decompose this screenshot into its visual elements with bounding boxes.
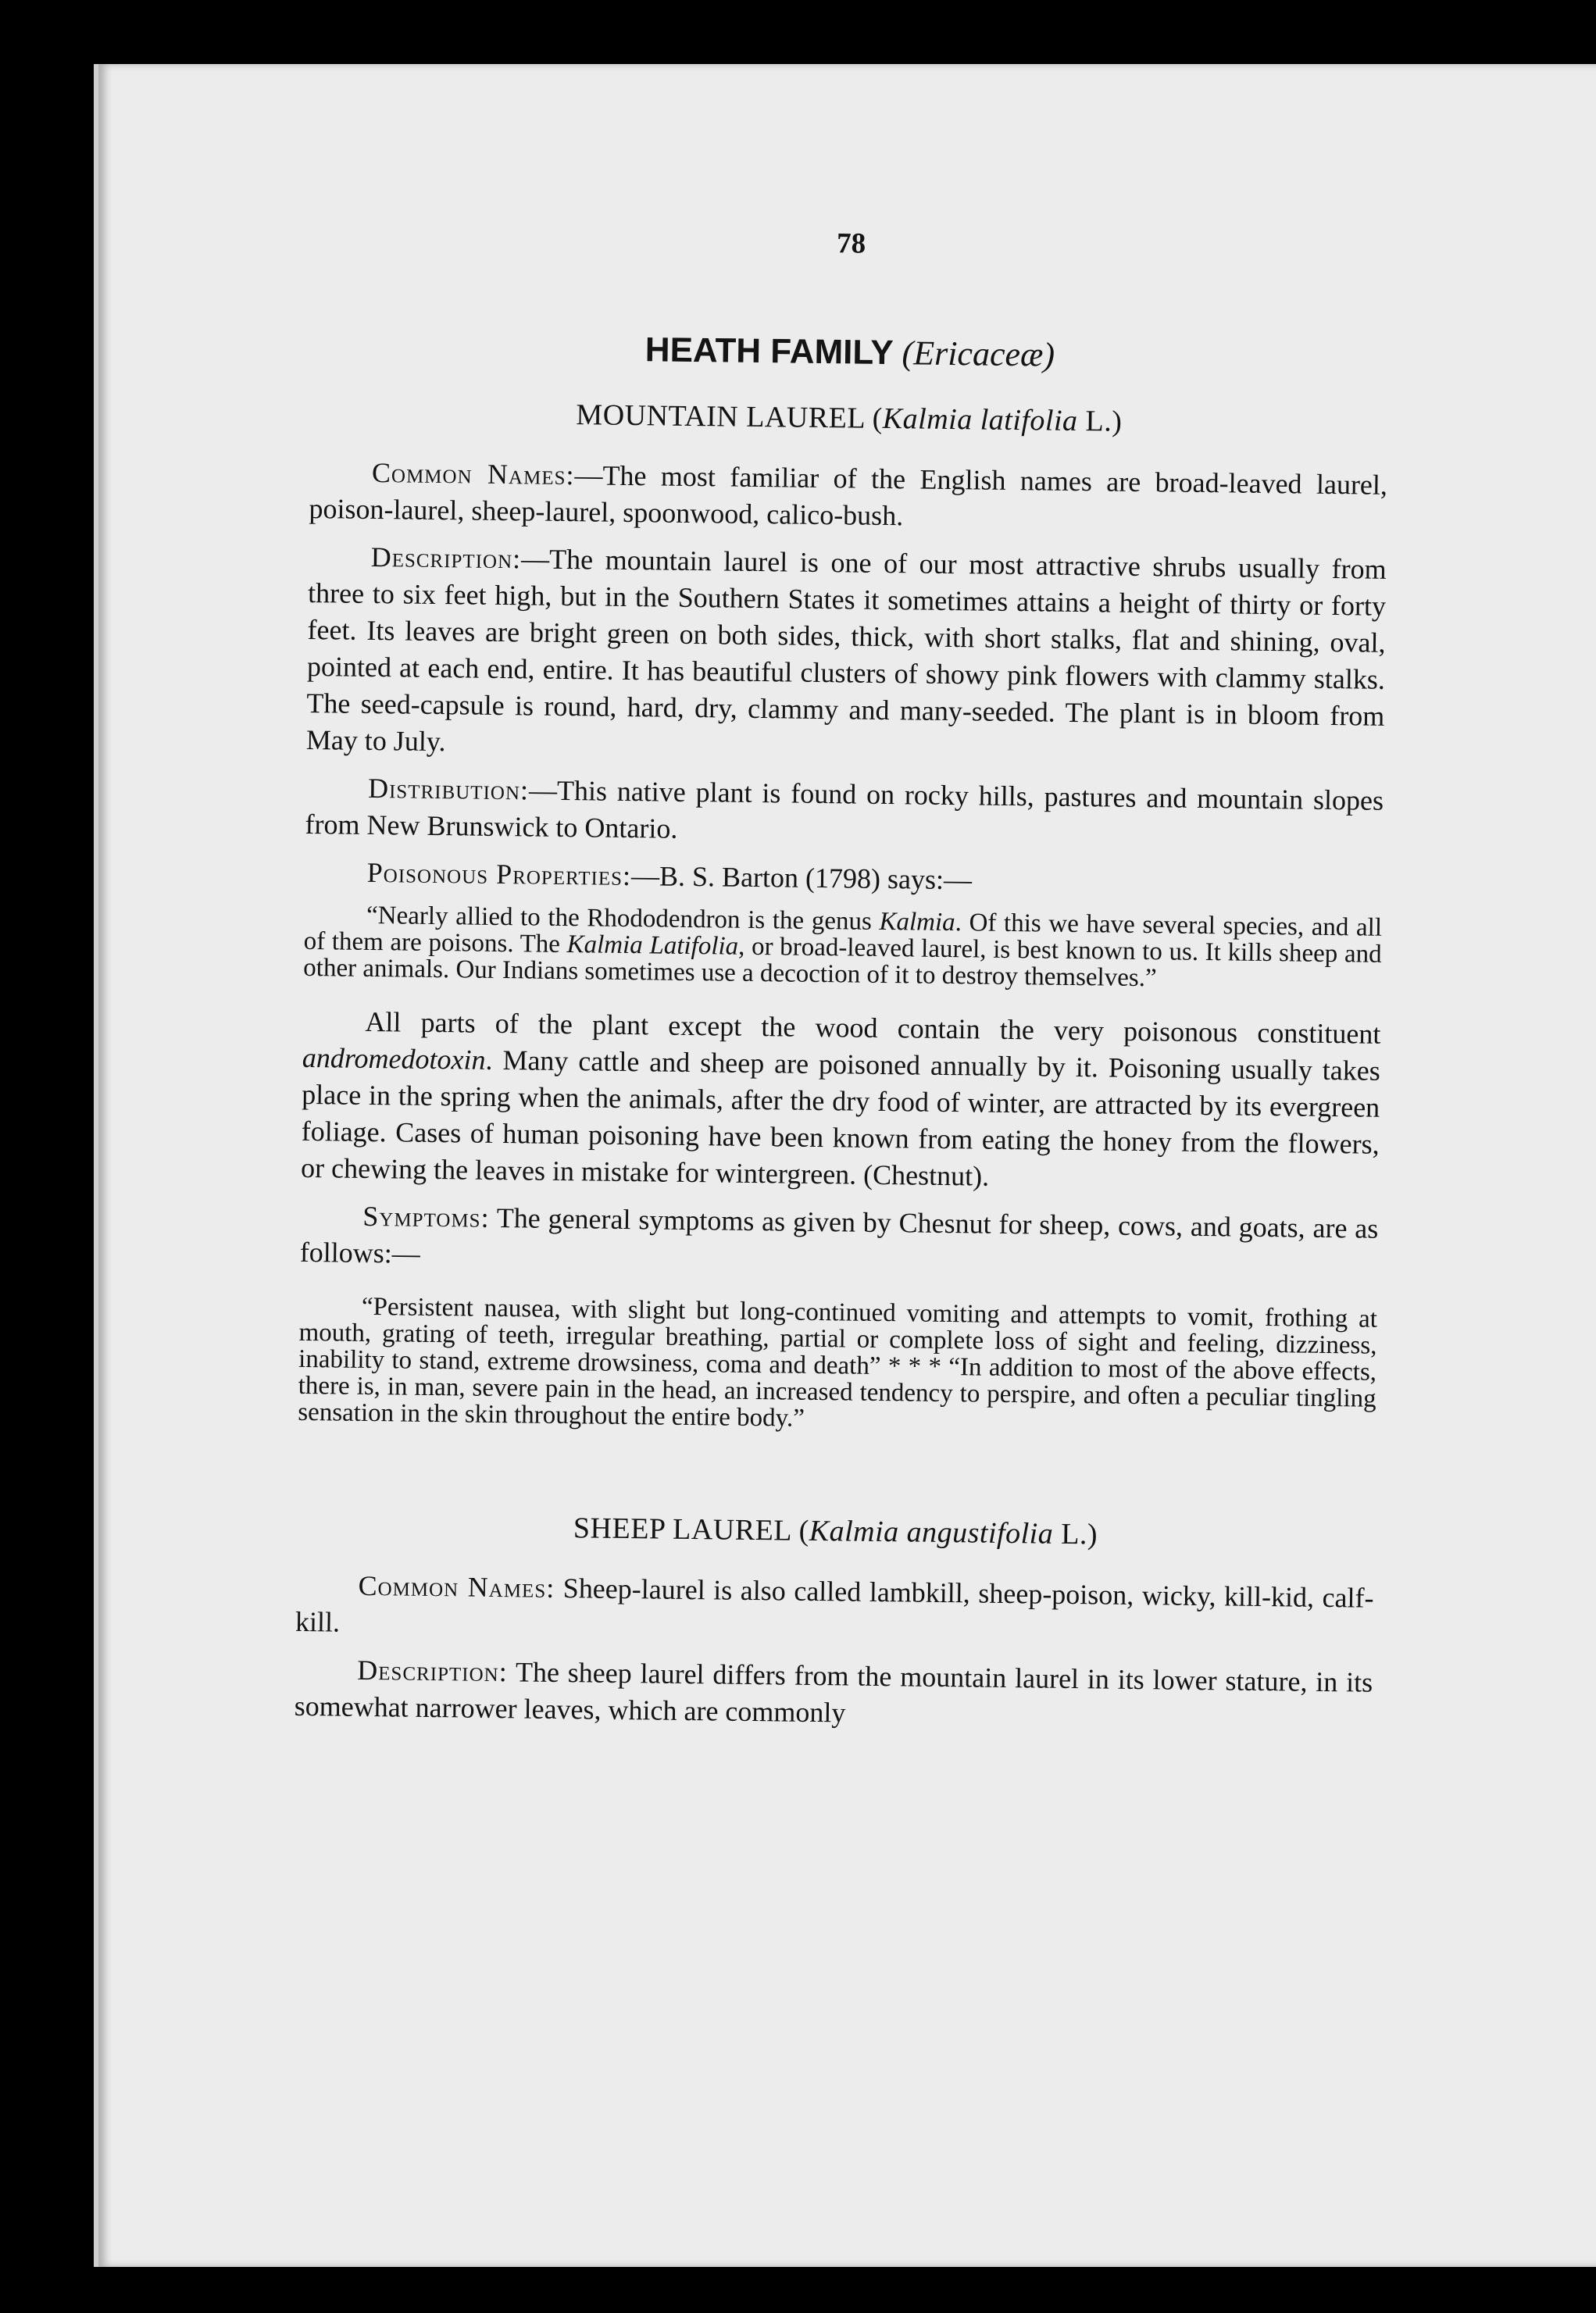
poisonous-properties-label: Poisonous Properties: — [366, 856, 632, 892]
poisoning-text: All parts of the plant except the wood contain the very poisonous constituent — [365, 1005, 1381, 1050]
species-paren-open: ( — [872, 402, 884, 435]
page-content — [294, 219, 1391, 1749]
common-names-paragraph — [309, 454, 1387, 541]
common-names-label: Common Names: — [358, 1569, 555, 1604]
description-text: The sheep laurel differs from the mountain laurel in its lower stature, in its somewhat narrower leaves, which are commonly — [294, 1656, 1373, 1729]
species-paren-open: ( — [798, 1514, 810, 1547]
quote-genus: Kalmia — [879, 907, 955, 937]
species-latin-name: Kalmia angustifolia — [809, 1514, 1054, 1551]
description-text: —The mountain laurel is one of our most attractive shrubs usually from three to six feet high, but in the Southern States it sometimes attains a height of thirty or forty feet. Its leaves are bright green on both sides, thick, with short stalks, flat and shining, oval, pointed at each end, entire. It has beautiful clusters of showy pink flowers with clammy stalks. The seed-capsule is round, hard, dry, clammy and many-seeded. The plant is in bloom from May to July. — [305, 543, 1387, 758]
section-spacer — [297, 1447, 1376, 1505]
family-latin-name: (Ericaceæ) — [902, 334, 1055, 374]
distribution-paragraph — [305, 769, 1384, 856]
common-names-text: —The most familiar of the English names are broad-leaved laurel, poison-laurel, sheep-laurel, spoonwood, calico-bush. — [309, 459, 1388, 532]
symptoms-text: The general symptoms as given by Chesnut for sheep, cows, and goats, are as follows:— — [299, 1201, 1379, 1269]
species-name: MOUNTAIN LAUREL — [576, 398, 865, 435]
species-latin-name: Kalmia latifolia — [882, 402, 1078, 437]
toxin-name: andromedotoxin — [302, 1041, 486, 1076]
sheep-description-paragraph — [294, 1651, 1373, 1738]
symptoms-label: Symptoms: — [362, 1200, 490, 1233]
poisonous-properties-text: —B. S. Barton (1798) says:— — [630, 860, 973, 896]
species-name: SHEEP LAUREL — [573, 1512, 791, 1547]
poisonous-properties-paragraph — [304, 854, 1382, 904]
poisoning-text: . Many cattle and sheep are poisoned annually by it. Poisoning usually takes place in the spring when the animals, after the dry food of winter, are attracted by its evergreen foliage. Cases of human poisoning have been known from eating the honey from the flowers, or chewing the leaves in mistake for wintergreen. (Chestnut). — [300, 1044, 1381, 1192]
page-number: 78 — [836, 227, 866, 260]
common-names-label: Common Names: — [371, 456, 575, 491]
family-name: HEATH FAMILY — [644, 330, 894, 373]
species-author: L.) — [1077, 404, 1123, 438]
distribution-label: Distribution: — [367, 772, 530, 806]
description-label: Description: — [357, 1654, 509, 1688]
species-heading-sheep-laurel — [296, 1507, 1374, 1557]
distribution-text: —This native plant is found on rocky hills, pastures and mountain slopes from New Brunswick to Ontario. — [305, 774, 1384, 844]
description-label: Description: — [370, 541, 522, 575]
quote-part: “Nearly allied to the Rhododendron is the genus — [366, 901, 880, 936]
quote-part: , or broad-leaved laurel, is best known to us. It kills sheep and other animals. Our Indians sometimes use a decoction of it to destroy themselves.” — [303, 932, 1382, 993]
quote-part: . Of this we have several species, and all of them are poisons. The — [303, 908, 1383, 959]
quote-species: Kalmia Latifolia — [566, 930, 739, 961]
chesnut-quote: “Persistent nausea, with slight but long-continued vomiting and attempts to vomit, frothing at mouth, grating of teeth, irregular breathing, partial or complete loss of sight and feeling, dizziness, inability to stand, extreme drowsiness, coma and death” * * * “In addition to most of the above effects, there is, in man, severe pain in the head, an increased tendency to perspire, and often a peculiar tingling sensation in the skin throughout the entire body.” — [298, 1292, 1378, 1433]
common-names-text: Sheep-laurel is also called lambkill, sheep-poison, wicky, kill-kid, calf-kill. — [295, 1572, 1374, 1638]
species-heading-mountain-laurel — [310, 394, 1388, 444]
description-paragraph — [306, 538, 1387, 772]
poisoning-paragraph — [301, 1003, 1381, 1200]
sheep-common-names-paragraph — [295, 1567, 1374, 1654]
barton-quote — [303, 901, 1382, 994]
family-heading — [311, 327, 1389, 377]
symptoms-paragraph — [300, 1198, 1379, 1284]
species-author: L.) — [1052, 1517, 1098, 1551]
